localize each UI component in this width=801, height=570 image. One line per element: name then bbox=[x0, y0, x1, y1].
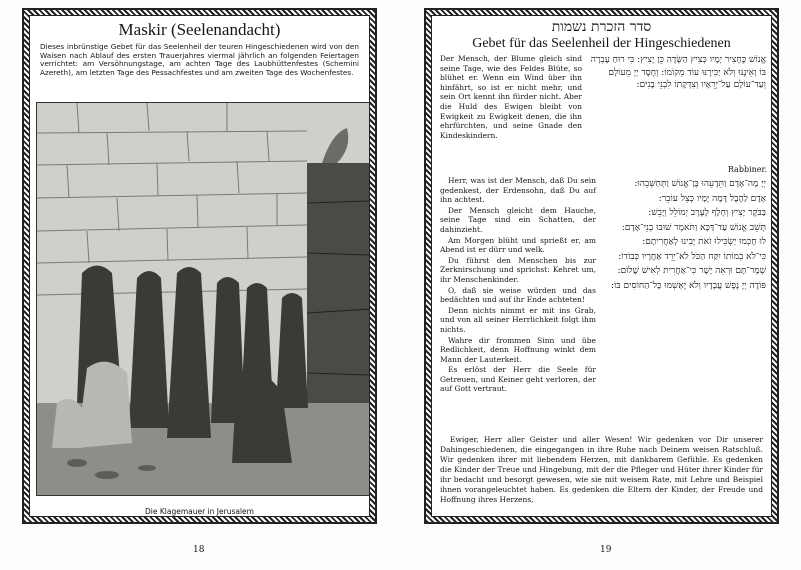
section2-german bbox=[440, 176, 596, 395]
left-page-number: 18 bbox=[193, 545, 205, 555]
verse-hebrew: תָּשֵׁב אֱנוֹשׁ עַד־דַּכָּא וַתֹּאמֶר שׁוּבוּ בְנֵי־אָדָם: bbox=[621, 222, 766, 233]
verse-german: Du führst den Menschen bis zur Zerknirschung und sprichst: Kehret um, ihr Menschenkinder. bbox=[440, 255, 596, 284]
verse-hebrew: אָדָם לַהֶבֶל דָּמָה יָמָיו כְּצֵל עוֹבֵר: bbox=[658, 193, 766, 204]
german-title: Gebet für das Seelenheil der Hingeschiedenen bbox=[472, 36, 731, 51]
section1-german: Der Mensch, der Blume gleich sind seine Tage, wie des Feldes Blüte, so blühet er. Wenn ein Wind über ihn hinfährt, so ist er nicht mehr, und sein Ort kennt ihn fürder nicht. Aber die Huld des Ewigen bleibt von Ewigkeit zu Ewigkeit denen, die ihn ehrfürchten, und seine Gnade den Kindeskindern. bbox=[440, 54, 582, 140]
verse-german: Der Mensch gleicht dem Hauche, seine Tage sind ein Schatten, der dahinzieht. bbox=[440, 205, 596, 234]
left-page-title: Maskir (Seelenandacht) bbox=[118, 20, 281, 39]
section1-hebrew: אֱנוֹשׁ כֶּחָצִיר יָמָיו כְּצִיץ הַשָּׂדֶה כֵּן יָצִיץ: כִּי רוּחַ עָבְרָה בּוֹ וְאֵינֶנּוּ וְלֹא יַכִּירֶנּוּ עוֹד מְקוֹמוֹ: וְחֶסֶד יְיָ מֵעוֹלָם וְעַד־עוֹלָם עַל־יְרֵאָיו וְצִדְקָתוֹ לִבְנֵי בָנִים: bbox=[590, 55, 766, 90]
verse-german: Es erlöst der Herr die Seele für Getreuen, und Keiner geht verloren, der auf Gott vertraut. bbox=[440, 365, 596, 394]
rabbiner-label: Rabbiner. bbox=[727, 165, 767, 174]
image-caption: Die Klagemauer in Jerusalem bbox=[145, 507, 254, 516]
left-page-content bbox=[29, 15, 370, 517]
verse-hebrew: יְיָ מָה־אָדָם וַתֵּדָעֵהוּ בֶּן־אֱנוֹשׁ וַתְּחַשְּׁבֵהוּ: bbox=[634, 179, 766, 189]
intro-paragraph: Dieses inbrünstige Gebet für das Seelenheil der teuren Hingeschiedenen wird von den Waisen nach Ablauf des ersten Trauerjahres viermal jährlich an folgenden Feiertagen verrichtet: am Versöhnungstage, am achten Tage des Laubhüttenfestes (Schemini Azereth), am letzten Tage des Pessachfestes und am zweiten Tage des Wochenfestes. bbox=[40, 42, 359, 77]
closing-prayer: Ewiger, Herr aller Geister und aller Wesen! Wir gedenken vor Dir unserer Dahingeschiedenen, die eingegangen in ihre Ruhe nach Deinem weisen Ratschluß. Wir gedenken ihrer mit liebendem Herzen, mit dankbarem Gefühle. Es gedenken die Kinder der Treue und Hingebung, mit der die Pfleger und Hüter ihrer Kinder für ihr bedacht und besorgt gewesen, wie sie mit weisem Rate, mit Lehre und Beispiel ihnen vorangeleuchtet haben. Es gedenken die Eltern der Kinder, der Freude und Hoffnung ihres Herzens, bbox=[440, 435, 763, 504]
left-page bbox=[22, 8, 377, 524]
verse-hebrew: שְׁמָר־תָּם וּרְאֵה יָשָׁר כִּי־אַחֲרִית לְאִישׁ שָׁלוֹם: bbox=[617, 266, 766, 276]
verse-hebrew: בַּבֹּקֶר יָצִיץ וְחָלָף לָעֶרֶב יְמוֹלֵל וְיָבֵשׁ: bbox=[648, 208, 766, 218]
verse-german: Denn nichts nimmt er mit ins Grab, und von all seiner Herrlichkeit folgt ihm nichts. bbox=[440, 305, 596, 334]
hebrew-title: סדר הזכרת נשמות bbox=[551, 19, 652, 35]
section2-hebrew bbox=[602, 178, 766, 294]
verse-hebrew: כִּי־לֹא בְמוֹתוֹ יִקַּח הַכֹּל לֹא־יֵרֵד אַחֲרָיו כְּבוֹדוֹ: bbox=[618, 251, 766, 262]
right-page-number: 19 bbox=[600, 545, 612, 555]
right-page bbox=[424, 8, 779, 524]
verse-german: O, daß sie weise würden und das bedächten und auf ihr Ende achteten! bbox=[440, 285, 596, 305]
verse-hebrew: פּוֹדֶה יְיָ נֶפֶשׁ עֲבָדָיו וְלֹא יֶאְשְׁמוּ כָּל־הַחוֹסִים בּוֹ: bbox=[610, 280, 766, 291]
verse-german: Wahre dir frommen Sinn und übe Redlichkeit, denn Hoffnung winkt dem Mann der Lauterkeit. bbox=[440, 335, 596, 364]
wailing-wall-engraving bbox=[36, 102, 370, 496]
right-page-content bbox=[431, 15, 772, 517]
verse-german: Am Morgen blüht und sprießt er, am Abend ist er dürr und welk. bbox=[440, 235, 596, 255]
verse-german: Herr, was ist der Mensch, daß Du sein gedenkest, der Erdensohn, daß Du auf ihn achtest. bbox=[440, 176, 596, 205]
verse-hebrew: לוּ חָכְמוּ יַשְׂכִּילוּ זֹאת יָבִינוּ לְאַחֲרִיתָם: bbox=[642, 237, 766, 247]
